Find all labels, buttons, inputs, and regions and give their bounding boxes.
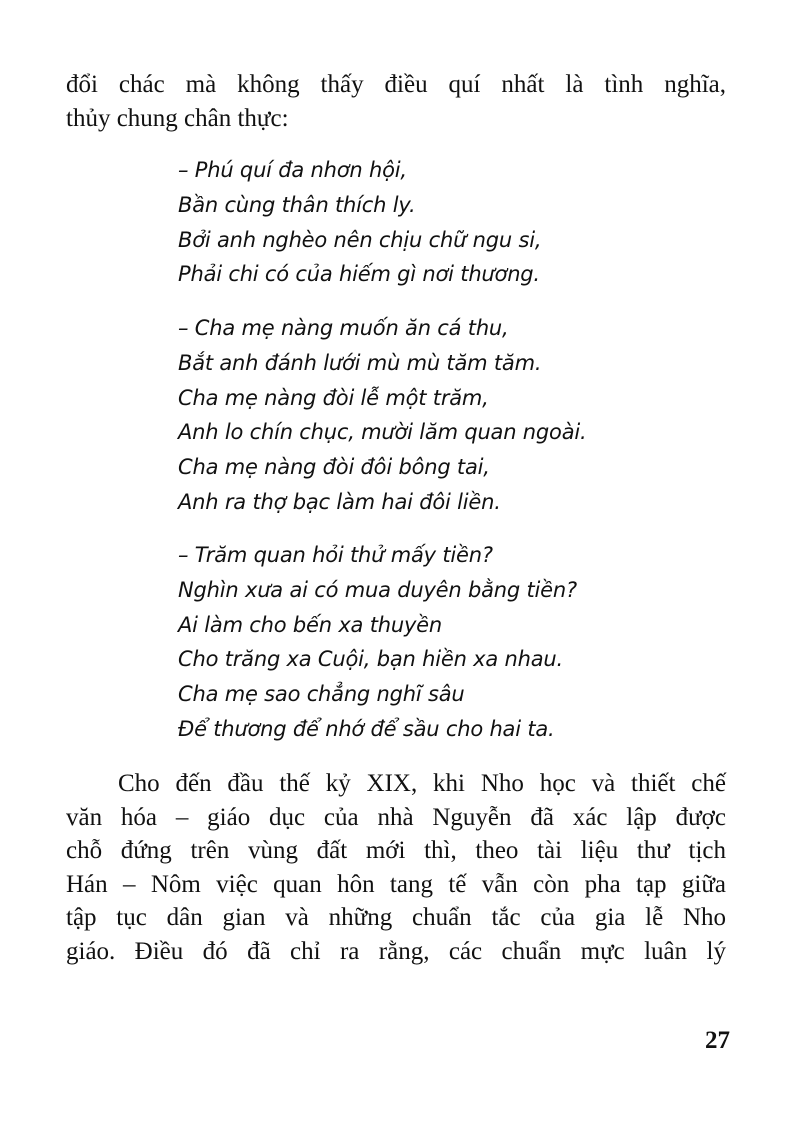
paragraph-line: chỗ đứng trên vùng đất mới thì, theo tài liệu thư tịch — [66, 837, 726, 864]
verse-line: Cha mẹ nàng đòi đôi bông tai, — [178, 455, 490, 480]
intro-line: thủy chung chân thực: — [66, 104, 289, 132]
paragraph-line: Hán – Nôm việc quan hôn tang tế vẫn còn pha tạp giữa — [66, 870, 726, 898]
paragraph-line: văn hóa – giáo dục của nhà Nguyễn đã xác lập được — [66, 803, 726, 831]
verse-line: Bởi anh nghèo nên chịu chữ ngu si, — [178, 227, 542, 252]
intro-paragraph — [66, 68, 726, 135]
poem-stanza-2 — [178, 311, 658, 520]
verse-line: – Cha mẹ nàng muốn ăn cá thu, — [178, 316, 509, 340]
verse-line: Nghìn xưa ai có mua duyên bằng tiền? — [178, 577, 577, 602]
verse-line: Cha mẹ sao chẳng nghĩ sâu — [178, 682, 465, 707]
verse-line: – Trăm quan hỏi thử mấy tiền? — [178, 543, 493, 567]
paragraph-line: tập tục dân gian và những chuẩn tắc của gia lễ Nho — [66, 904, 726, 931]
verse-line: Để thương để nhớ để sầu cho hai ta. — [178, 716, 555, 741]
verse-line: Bắt anh đánh lưới mù mù tăm tăm. — [178, 350, 542, 375]
poem-stanza-1 — [178, 153, 658, 292]
verse-line: Anh ra thợ bạc làm hai đôi liền. — [178, 489, 501, 514]
page-number: 27 — [705, 1027, 730, 1054]
verse-line: Cha mẹ nàng đòi lễ một trăm, — [178, 385, 489, 410]
verse-line: Cho trăng xa Cuội, bạn hiền xa nhau. — [178, 647, 564, 672]
verse-line: Bần cùng thân thích ly. — [178, 192, 416, 217]
poem-stanza-3 — [178, 538, 658, 747]
verse-line: – Phú quí đa nhơn hội, — [178, 158, 407, 182]
body-paragraph — [66, 767, 726, 968]
intro-line: đổi chác mà không thấy điều quí nhất là tình nghĩa, — [66, 71, 726, 98]
paragraph-line: Cho đến đầu thế kỷ XIX, khi Nho học và thiết chế — [118, 770, 726, 797]
verse-line: Phải chi có của hiếm gì nơi thương. — [178, 262, 540, 287]
paragraph-line: giáo. Điều đó đã chỉ ra rằng, các chuẩn mực luân lý — [66, 937, 726, 965]
verse-line: Anh lo chín chục, mười lăm quan ngoài. — [178, 420, 587, 445]
verse-line: Ai làm cho bến xa thuyền — [178, 612, 443, 637]
